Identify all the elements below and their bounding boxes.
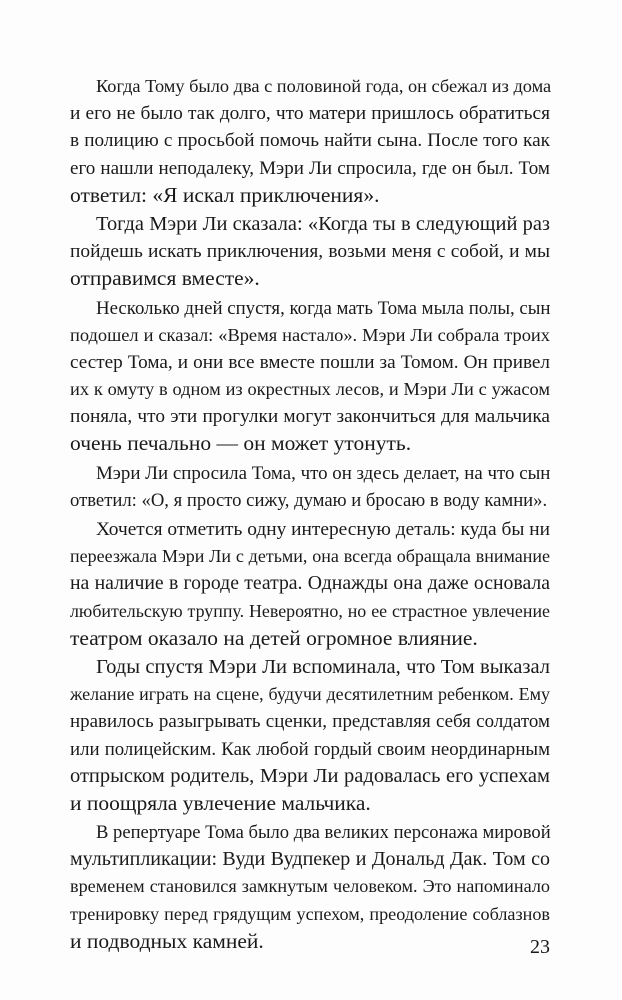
text-line: сестер Тома, и они все вместе пошли за Томом. Он привел: [70, 351, 550, 373]
paragraph: [70, 516, 550, 652]
text-line: ответил: «О, я просто сижу, думаю и бросаю в воду камни».: [70, 489, 548, 511]
paragraph: [70, 819, 550, 955]
text-line: Хочется отметить одну интересную деталь: куда бы ни: [96, 519, 550, 540]
text-line: желание играть на сцене, будучи десятилетним ребенком. Ему: [70, 684, 550, 705]
text-line: мультипликации: Вуди Вудпекер и Дональд Дак. Том со: [70, 848, 550, 871]
text-line: их к омуту в одном из окрестных лесов, и Мэри Ли с ужасом: [70, 379, 550, 400]
paragraph: [70, 295, 550, 458]
text-line: на наличие в городе театра. Однажды она даже основала: [70, 572, 550, 595]
text-line: В репертуаре Тома было два великих персонажа мировой: [96, 822, 551, 844]
page-number: 23: [530, 936, 550, 958]
text-line: Годы спустя Мэри Ли вспоминала, что Том выказал: [96, 655, 550, 678]
text-line: Когда Тому было два с половиной года, он сбежал из дома: [96, 76, 552, 96]
text-line: в полицию с просьбой помочь найти сына. После того как: [70, 130, 550, 152]
text-line: и подводных камней.: [70, 928, 264, 953]
text-line: отправимся вместе».: [70, 266, 260, 291]
text-line: подошел и сказал: «Время настало». Мэри Ли собрала троих: [70, 324, 550, 345]
text-line: поняла, что эти прогулки могут закончиться для мальчика: [70, 406, 550, 428]
text-line: Тогда Мэри Ли сказала: «Когда ты в следующий раз: [96, 212, 550, 235]
text-line: Несколько дней спустя, когда мать Тома мыла полы, сын: [96, 297, 551, 319]
body-text: [70, 73, 550, 955]
paragraph: [70, 211, 550, 293]
text-line: любительскую труппу. Невероятно, но ее страстное увлечение: [70, 600, 550, 621]
text-line: театром оказало на детей огромное влияние.: [70, 625, 478, 650]
text-line: нравилось разыгрывать сценки, представляя себя солдатом: [70, 711, 550, 733]
text-line: отпрыском родитель, Мэри Ли радовалась его успехам: [70, 764, 550, 787]
text-line: очень печально — он может утонуть.: [70, 431, 412, 456]
paragraph: [70, 654, 550, 817]
paragraph: [70, 73, 550, 209]
text-line: тренировку перед грядущим успехом, преодоление соблазнов: [70, 903, 550, 924]
paragraph: [70, 460, 550, 514]
text-line: и поощряла увлечение мальчика.: [70, 790, 371, 815]
text-line: или полицейским. Как любой гордый своим неординарным: [70, 738, 550, 760]
text-line: переезжала Мэри Ли с детьми, она всегда обращала внимание: [70, 546, 550, 567]
text-line: его нашли неподалеку, Мэри Ли спросила, где он был. Том: [70, 157, 550, 179]
text-line: и его не было так долго, что матери пришлось обратиться: [70, 103, 550, 125]
text-line: временем становился замкнутым человеком. Это напоминало: [70, 876, 550, 897]
text-line: ответил: «Я искал приключения».: [70, 182, 380, 207]
text-line: Мэри Ли спросила Тома, что он здесь делает, на что сын: [96, 462, 551, 484]
text-line: пойдешь искать приключения, возьми меня с собой, и мы: [70, 241, 550, 263]
